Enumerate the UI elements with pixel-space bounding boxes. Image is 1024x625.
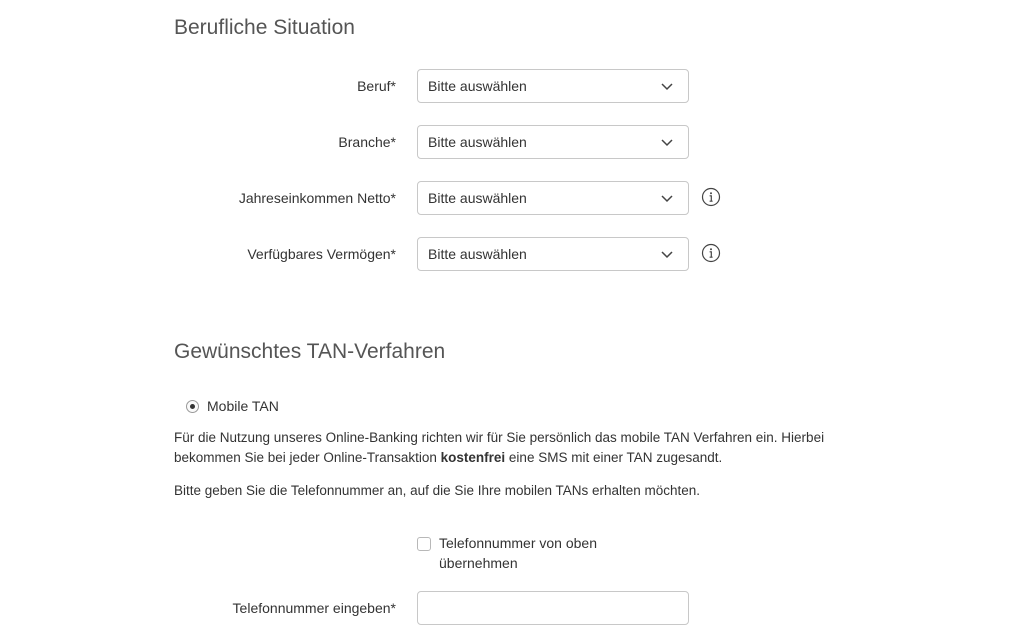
- radio-button[interactable]: [186, 400, 199, 413]
- radio-selected-dot: [190, 404, 195, 409]
- checkbox-copy-phone-label[interactable]: Telefonnummer von oben übernehmen: [439, 535, 597, 571]
- chevron-down-icon: [660, 191, 674, 205]
- info-icon[interactable]: [701, 243, 721, 263]
- tan-description-bold: kostenfrei: [440, 450, 506, 465]
- chevron-down-icon: [660, 247, 674, 261]
- checkbox-copy-phone[interactable]: [417, 537, 431, 551]
- label-jahreseinkommen: Jahreseinkommen Netto*: [238, 190, 396, 206]
- phone-input[interactable]: [417, 591, 689, 625]
- select-vermoegen[interactable]: [417, 237, 689, 271]
- radio-mobile-tan-label: Mobile TAN: [207, 398, 279, 414]
- label-beruf: Beruf*: [357, 78, 396, 94]
- info-icon[interactable]: [701, 187, 721, 207]
- select-branche[interactable]: [417, 125, 689, 159]
- select-beruf[interactable]: [417, 69, 689, 103]
- chevron-down-icon: [660, 135, 674, 149]
- phone-instruction: Bitte geben Sie die Telefonnummer an, auf die Sie Ihre mobilen TANs erhalten möchten.: [174, 483, 701, 498]
- select-branche-value: Bitte auswählen: [428, 134, 527, 150]
- section-title-employment: Berufliche Situation: [174, 16, 355, 39]
- chevron-down-icon: [660, 79, 674, 93]
- select-jahreseinkommen-value: Bitte auswählen: [428, 190, 527, 206]
- label-phone: Telefonnummer eingeben*: [232, 600, 396, 616]
- radio-mobile-tan[interactable]: [186, 398, 279, 414]
- tan-description: Für die Nutzung unseres Online-Banking richten wir für Sie persönlich das mobile TAN Verfahren ein. Hierbei bekommen Sie bei jeder Online-Transaktion kostenfrei eine SMS mit einer TAN zugesandt.: [174, 430, 825, 465]
- section-title-tan: Gewünschtes TAN-Verfahren: [174, 340, 446, 363]
- select-beruf-value: Bitte auswählen: [428, 78, 527, 94]
- label-branche: Branche*: [338, 134, 396, 150]
- label-vermoegen: Verfügbares Vermögen*: [247, 246, 396, 262]
- select-jahreseinkommen[interactable]: [417, 181, 689, 215]
- select-vermoegen-value: Bitte auswählen: [428, 246, 527, 262]
